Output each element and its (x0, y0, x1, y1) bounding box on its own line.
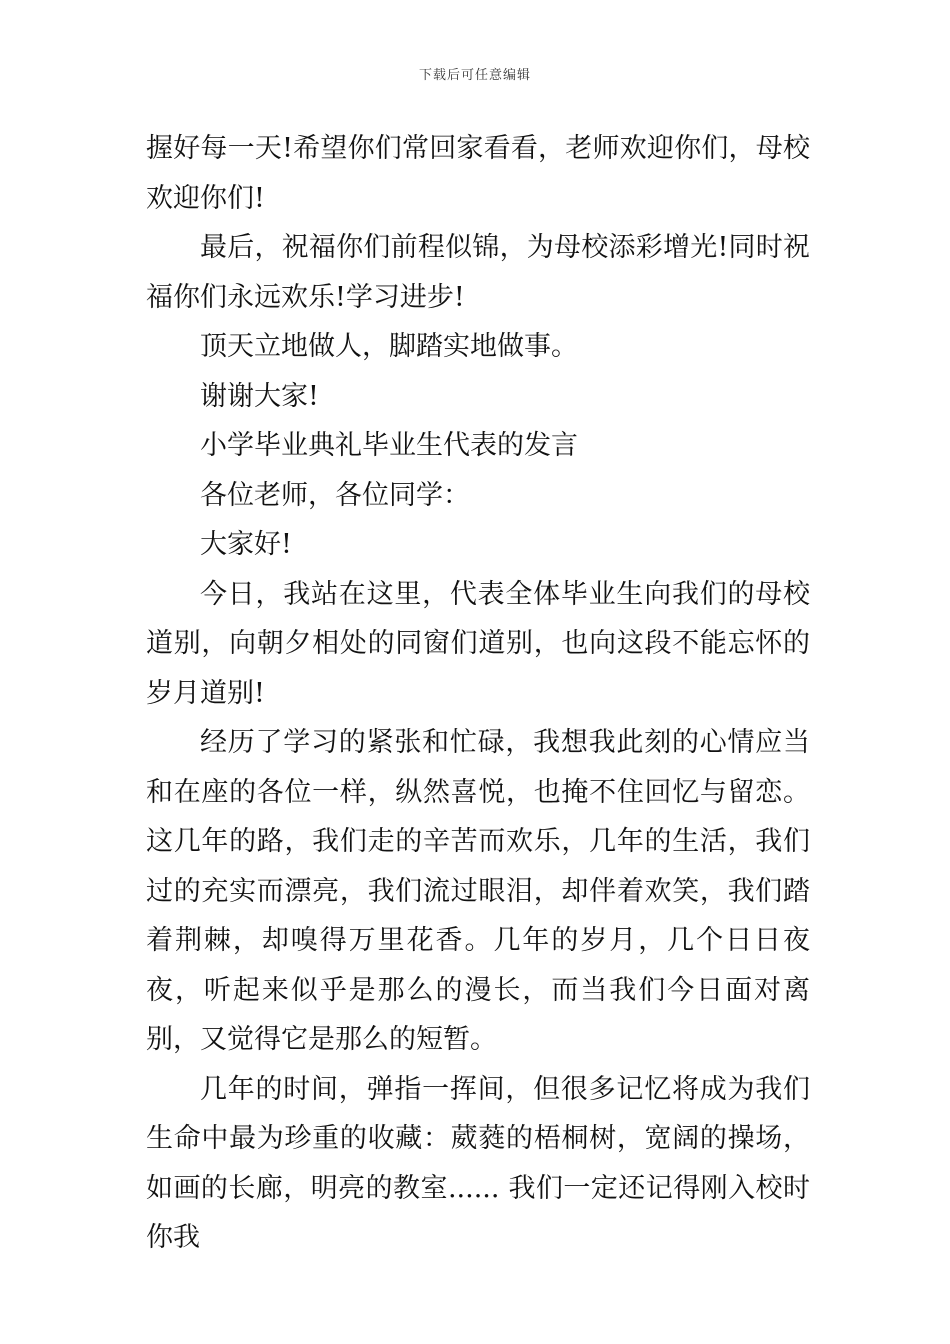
speech-salutation: 各位老师，各位同学： (200, 479, 470, 511)
speech-greeting: 大家好! (200, 529, 292, 560)
paragraph-motto: 顶天立地做人，脚踏实地做事。 (200, 331, 578, 362)
speech-title: 小学毕业典礼毕业生代表的发言 (200, 430, 578, 461)
paragraph-time: 几年的时间，弹指一挥间，但很多记忆将成为我们生命中最为珍重的收藏：葳蕤的梧桐树，宽阔的操场，如画的长廊，明亮的教室...... 我们一定还记得刚入校时你我 (146, 1073, 810, 1253)
paragraph-thanks: 谢谢大家! (200, 380, 319, 412)
document-body (146, 124, 810, 1263)
paragraph-closing-wishes: 最后，祝福你们前程似锦，为母校添彩增光!同时祝福你们永远欢乐!学习进步! (146, 232, 810, 313)
paragraph-farewell: 今日，我站在这里，代表全体毕业生向我们的母校道别，向朝夕相处的同窗们道别，也向这段不能忘怀的岁月道别! (146, 578, 810, 709)
paragraph-continuation: 握好每一天!希望你们常回家看看，老师欢迎你们，母校欢迎你们! (146, 133, 810, 214)
page-header: 下载后可任意编辑 (418, 68, 531, 83)
paragraph-memories: 经历了学习的紧张和忙碌，我想我此刻的心情应当和在座的各位一样，纵然喜悦，也掩不住回忆与留恋。这几年的路，我们走的辛苦而欢乐，几年的生活，我们过的充实而漂亮，我们流过眼泪，却伴着欢笑，我们踏着荆棘，却嗅得万里花香。几年的岁月，几个日日夜夜，听起来似乎是那么的漫长，而当我们今日面对离别，又觉得它是那么的短暂。 (146, 727, 810, 1055)
